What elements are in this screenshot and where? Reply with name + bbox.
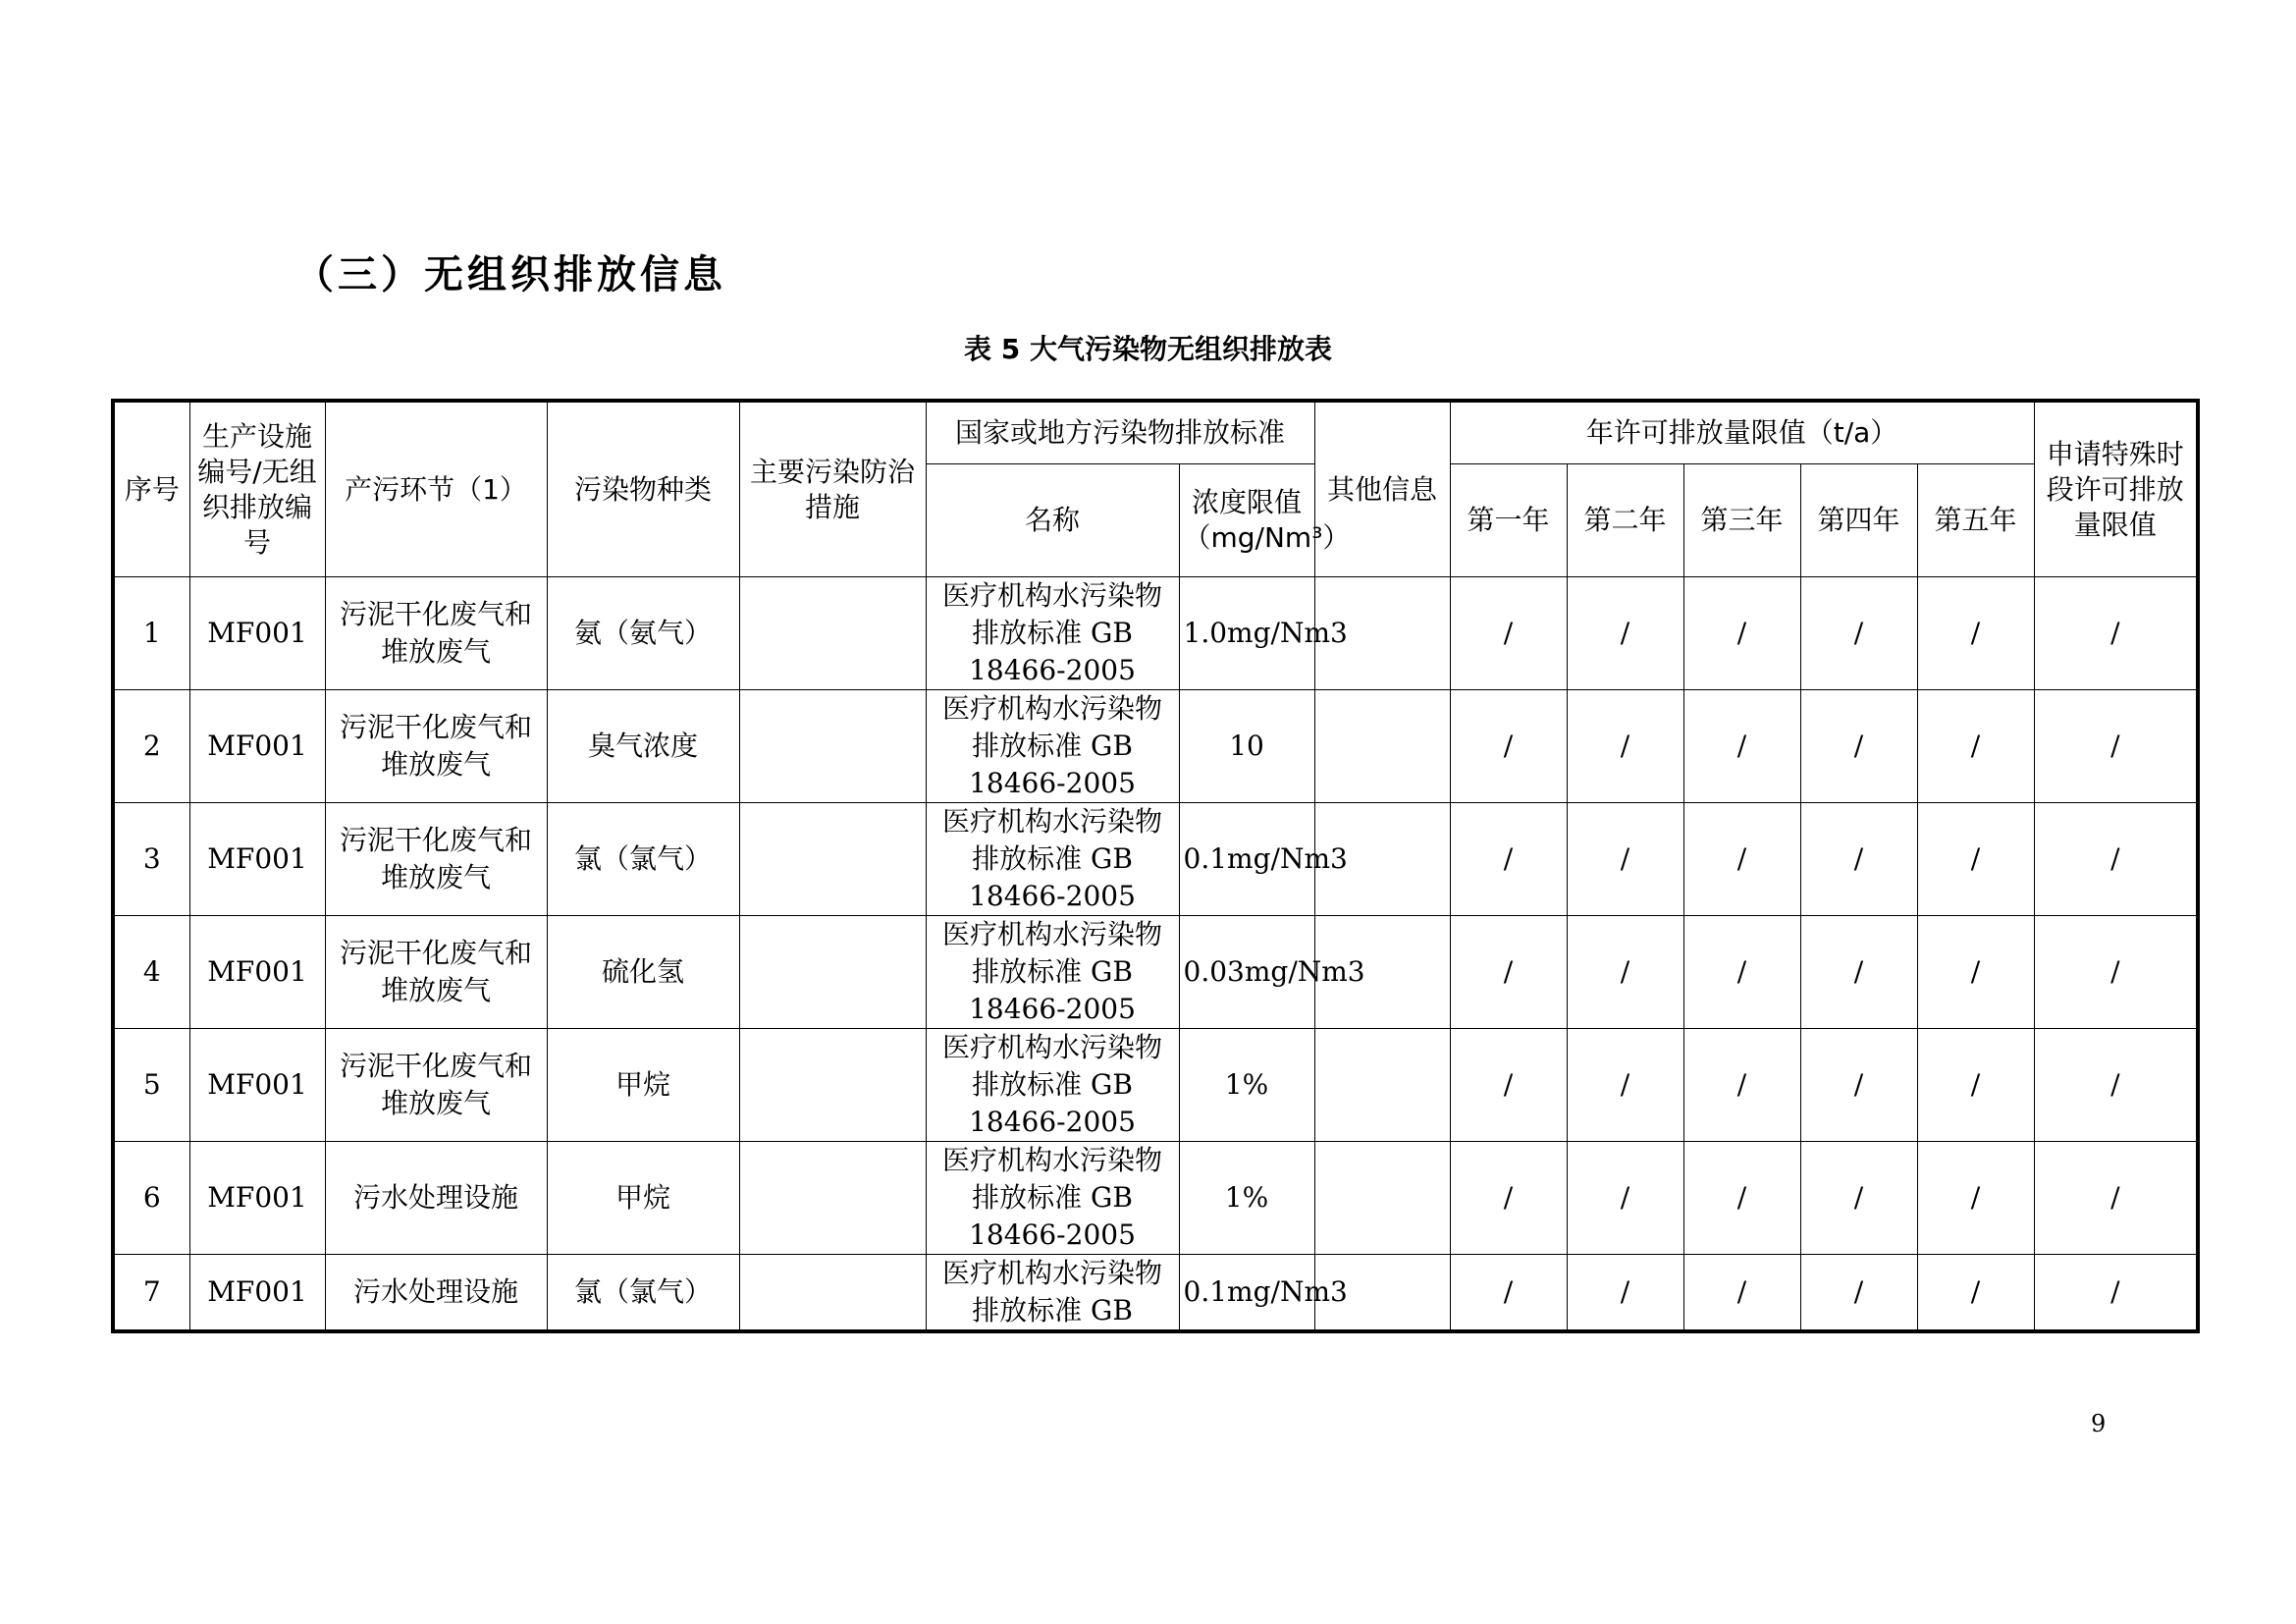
cell-year1: /: [1450, 1255, 1567, 1332]
cell-special: /: [2034, 577, 2198, 690]
cell-year5: /: [1917, 1255, 2034, 1332]
cell-year2: /: [1567, 690, 1683, 803]
cell-measures: [739, 916, 926, 1029]
cell-year3: /: [1683, 1142, 1800, 1255]
cell-measures: [739, 1142, 926, 1255]
cell-year2: /: [1567, 577, 1683, 690]
cell-code: MF001: [189, 803, 325, 916]
cell-pollutant: 臭气浓度: [547, 690, 739, 803]
cell-process: 污水处理设施: [325, 1255, 547, 1332]
header-seq: 序号: [113, 401, 189, 577]
cell-limit: 0.03mg/Nm3: [1179, 916, 1314, 1029]
header-year2: 第二年: [1567, 464, 1683, 577]
table-row: [113, 690, 2198, 803]
cell-special: /: [2034, 1142, 2198, 1255]
cell-measures: [739, 690, 926, 803]
header-process: 产污环节（1）: [325, 401, 547, 577]
cell-code: MF001: [189, 1142, 325, 1255]
cell-pollutant: 氯（氯气）: [547, 803, 739, 916]
header-year1: 第一年: [1450, 464, 1567, 577]
table-caption: 表 5 大气污染物无组织排放表: [964, 333, 1332, 365]
header-measures: 主要污染防治措施: [739, 401, 926, 577]
header-standard-name: 名称: [926, 464, 1179, 577]
table-row: [113, 1029, 2198, 1142]
header-facility-code: 生产设施编号/无组织排放编号: [189, 401, 325, 577]
cell-year1: /: [1450, 1142, 1567, 1255]
cell-year4: /: [1800, 1029, 1917, 1142]
cell-code: MF001: [189, 1029, 325, 1142]
cell-process: 污泥干化废气和堆放废气: [325, 690, 547, 803]
cell-year4: /: [1800, 1142, 1917, 1255]
header-year5: 第五年: [1917, 464, 2034, 577]
cell-year5: /: [1917, 803, 2034, 916]
header-year3: 第三年: [1683, 464, 1800, 577]
cell-seq: 1: [113, 577, 189, 690]
cell-limit: 1%: [1179, 1029, 1314, 1142]
cell-year2: /: [1567, 1029, 1683, 1142]
cell-year1: /: [1450, 803, 1567, 916]
cell-seq: 6: [113, 1142, 189, 1255]
cell-measures: [739, 1255, 926, 1332]
cell-special: /: [2034, 1255, 2198, 1332]
cell-special: /: [2034, 1029, 2198, 1142]
cell-year3: /: [1683, 1029, 1800, 1142]
cell-pollutant: 氯（氯气）: [547, 1255, 739, 1332]
cell-year5: /: [1917, 1029, 2034, 1142]
cell-standard: 医疗机构水污染物排放标准 GB 18466-2005: [926, 1029, 1179, 1142]
cell-year3: /: [1683, 690, 1800, 803]
cell-code: MF001: [189, 916, 325, 1029]
cell-year5: /: [1917, 577, 2034, 690]
header-concentration: 浓度限值（mg/Nm³）: [1179, 464, 1314, 577]
cell-year1: /: [1450, 690, 1567, 803]
cell-year4: /: [1800, 1255, 1917, 1332]
header-special: 申请特殊时段许可排放量限值: [2034, 401, 2198, 577]
cell-code: MF001: [189, 690, 325, 803]
cell-other: [1314, 690, 1450, 803]
cell-special: /: [2034, 803, 2198, 916]
cell-year4: /: [1800, 577, 1917, 690]
cell-year4: /: [1800, 690, 1917, 803]
header-standard-group: 国家或地方污染物排放标准: [926, 401, 1314, 464]
cell-pollutant: 甲烷: [547, 1029, 739, 1142]
cell-year3: /: [1683, 916, 1800, 1029]
cell-limit: 0.1mg/Nm3: [1179, 1255, 1314, 1332]
cell-standard: 医疗机构水污染物排放标准 GB 18466-2005: [926, 916, 1179, 1029]
table-row: [113, 916, 2198, 1029]
cell-year3: /: [1683, 577, 1800, 690]
cell-code: MF001: [189, 577, 325, 690]
cell-year4: /: [1800, 803, 1917, 916]
cell-measures: [739, 577, 926, 690]
cell-seq: 2: [113, 690, 189, 803]
cell-year2: /: [1567, 1255, 1683, 1332]
cell-seq: 7: [113, 1255, 189, 1332]
table-row: [113, 1142, 2198, 1255]
cell-process: 污泥干化废气和堆放废气: [325, 916, 547, 1029]
page-number: 9: [2091, 1410, 2107, 1437]
cell-code: MF001: [189, 1255, 325, 1332]
cell-process: 污泥干化废气和堆放废气: [325, 803, 547, 916]
cell-process: 污泥干化废气和堆放废气: [325, 1029, 547, 1142]
cell-special: /: [2034, 916, 2198, 1029]
table-row: [113, 1255, 2198, 1332]
cell-year1: /: [1450, 1029, 1567, 1142]
cell-seq: 3: [113, 803, 189, 916]
cell-other: [1314, 1029, 1450, 1142]
cell-year5: /: [1917, 1142, 2034, 1255]
cell-year1: /: [1450, 916, 1567, 1029]
cell-year1: /: [1450, 577, 1567, 690]
cell-year5: /: [1917, 916, 2034, 1029]
cell-standard: 医疗机构水污染物排放标准 GB 18466-2005: [926, 803, 1179, 916]
cell-pollutant: 硫化氢: [547, 916, 739, 1029]
section-title: （三）无组织排放信息: [294, 252, 726, 298]
cell-process: 污泥干化废气和堆放废气: [325, 577, 547, 690]
table-row: [113, 577, 2198, 690]
cell-pollutant: 甲烷: [547, 1142, 739, 1255]
cell-measures: [739, 803, 926, 916]
cell-limit: 1.0mg/Nm3: [1179, 577, 1314, 690]
cell-limit: 0.1mg/Nm3: [1179, 803, 1314, 916]
cell-standard: 医疗机构水污染物排放标准 GB: [926, 1255, 1179, 1332]
cell-standard: 医疗机构水污染物排放标准 GB 18466-2005: [926, 690, 1179, 803]
cell-special: /: [2034, 690, 2198, 803]
cell-year2: /: [1567, 1142, 1683, 1255]
cell-year3: /: [1683, 803, 1800, 916]
emission-table: [111, 399, 2200, 1333]
cell-year2: /: [1567, 803, 1683, 916]
table-row: [113, 803, 2198, 916]
cell-measures: [739, 1029, 926, 1142]
cell-seq: 5: [113, 1029, 189, 1142]
cell-year5: /: [1917, 690, 2034, 803]
cell-other: [1314, 1142, 1450, 1255]
header-other: 其他信息: [1314, 401, 1450, 577]
cell-year3: /: [1683, 1255, 1800, 1332]
cell-process: 污水处理设施: [325, 1142, 547, 1255]
cell-year4: /: [1800, 916, 1917, 1029]
cell-pollutant: 氨（氨气）: [547, 577, 739, 690]
cell-limit: 10: [1179, 690, 1314, 803]
cell-standard: 医疗机构水污染物排放标准 GB 18466-2005: [926, 1142, 1179, 1255]
cell-limit: 1%: [1179, 1142, 1314, 1255]
header-pollutant: 污染物种类: [547, 401, 739, 577]
cell-seq: 4: [113, 916, 189, 1029]
header-annual-group: 年许可排放量限值（t/a）: [1450, 401, 2034, 464]
cell-year2: /: [1567, 916, 1683, 1029]
header-year4: 第四年: [1800, 464, 1917, 577]
cell-standard: 医疗机构水污染物排放标准 GB 18466-2005: [926, 577, 1179, 690]
